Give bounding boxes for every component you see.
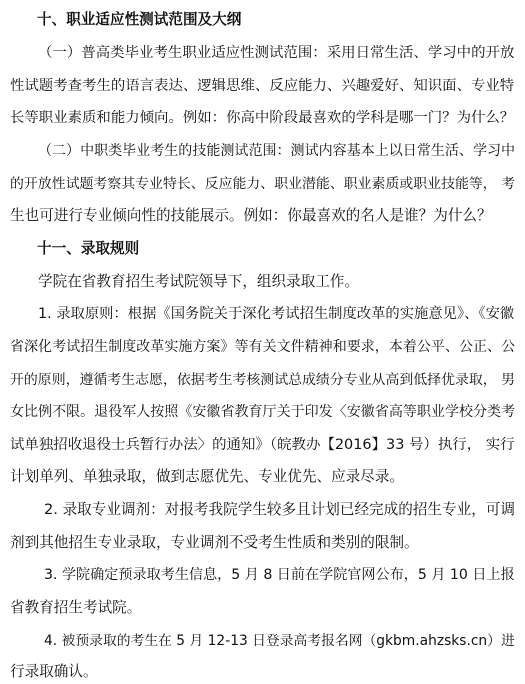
section-10-para2-line1: （二）中职类毕业考生的技能测试范围：测试内容基本上以日常生活、学习中	[38, 143, 516, 159]
rule-2-line2: 剂到其他招生专业录取，专业调剂不受考生性质和类别的限制。	[10, 534, 419, 551]
section-10-para1-line3: 长等职业素质和能力倾向。例如：你高中阶段最喜欢的学科是哪一门？为什么？	[10, 110, 515, 126]
rule-1-line5: 试单独招收退役士兵暂行办法〉的通知》（皖教办【2016】33 号）执行， 实行	[10, 437, 515, 453]
rule-1-line3: 开的原则，遵循考生志愿，依据考生考核测试总成绩分专业从高到低择优录取， 男	[10, 372, 516, 388]
rule-4-line1: 4. 被预录取的考生在 5 月 12-13 日登录高考报名网（gkbm.ahzsks.cn）进	[44, 633, 515, 649]
rule-4-line2: 行录取确认。	[10, 663, 98, 680]
section-11-heading: 十一、录取规则	[37, 240, 140, 257]
rule-1-line6: 计划单列、单独录取，做到志愿优先、专业优先、应录尽录。	[10, 468, 405, 485]
rule-3-line1: 3. 学院确定预录取考生信息，5 月 8 日前在学院官网公布，5 月 10 日上报	[44, 567, 515, 583]
rule-2-line1: 2. 录取专业调剂：对报考我院学生较多且计划已经完成的招生专业，可调	[44, 501, 515, 518]
section-10-para1-line1: （一）普高类毕业考生职业适应性测试范围：采用日常生活、学习中的开放	[38, 45, 515, 61]
section-11-intro: 学院在省教育招生考试院领导下，组织录取工作。	[38, 273, 360, 290]
rule-3-line2: 省教育招生考试院。	[10, 599, 142, 616]
section-10-para1-line2: 性试题考查考生的语言表达、逻辑思维、反应能力、兴趣爱好、知识面、专业特	[10, 78, 515, 94]
section-10-heading: 十、职业适应性测试范围及大纲	[37, 11, 242, 28]
rule-1-line2: 省深化考试招生制度改革实施方案》等有关文件精神和要求，本着公平、公正、公	[10, 339, 516, 355]
rule-1-line1: 1. 录取原则：根据《国务院关于深化考试招生制度改革的实施意见》、《安徽	[38, 306, 515, 322]
section-10-para2-line2: 的开放性试题考察其专业特长、反应能力、职业潜能、职业素质或职业技能等， 考	[10, 176, 516, 192]
rule-1-line4: 女比例不限。退役军人按照《安徽省教育厅关于印发〈安徽省高等职业学校分类考	[10, 404, 516, 420]
section-10-para2-line3: 生也可进行专业倾向性的技能展示。例如：你最喜欢的名人是谁？为什么？	[10, 207, 492, 224]
